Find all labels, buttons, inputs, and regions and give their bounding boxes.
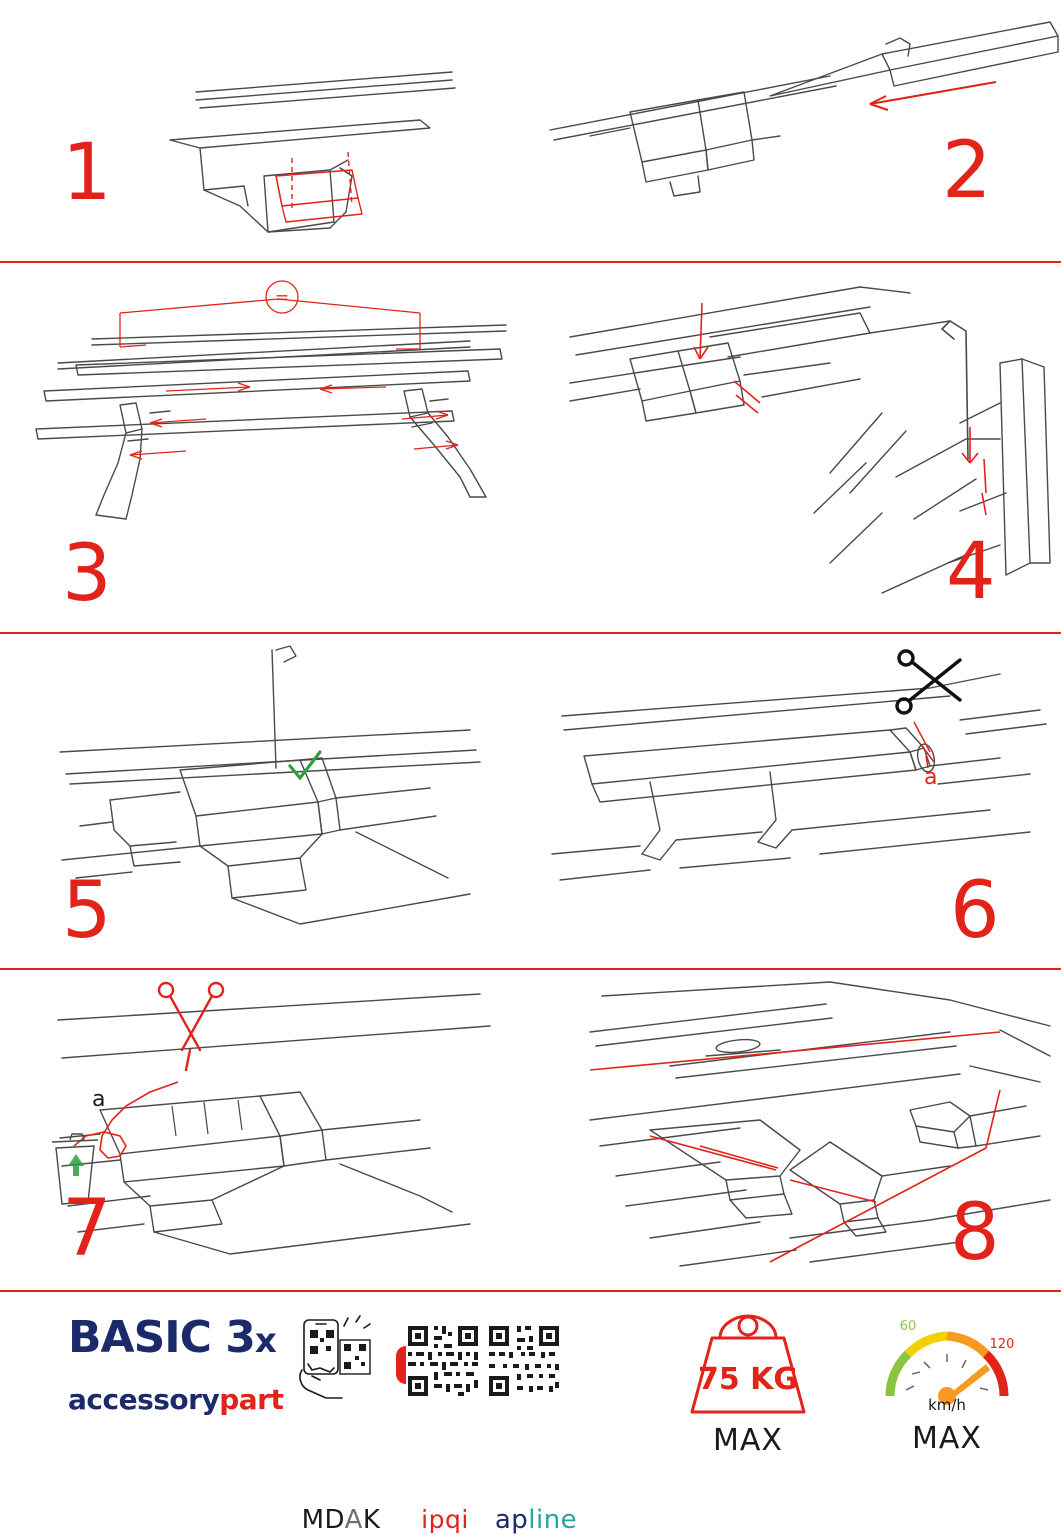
step-panel-4 bbox=[530, 263, 1061, 632]
step-panel-1 bbox=[0, 0, 530, 261]
step-panel-7 bbox=[0, 970, 530, 1290]
mark-apline-label bbox=[476, 1507, 596, 1533]
label-a-step7: a bbox=[92, 1087, 106, 1112]
step-panel-6 bbox=[530, 634, 1061, 968]
footer-bar bbox=[0, 1292, 1061, 1535]
max-weight-block bbox=[668, 1304, 828, 1458]
step-number-4: 4 bbox=[946, 527, 996, 617]
label-a-step6: a bbox=[924, 765, 938, 790]
mark-ipqi-label: ipqi bbox=[421, 1505, 469, 1534]
mark-apline bbox=[476, 1314, 596, 1533]
speed-tick-high: 120 bbox=[989, 1337, 1015, 1352]
phone-qr-scan-icon bbox=[286, 1314, 396, 1406]
mark-mdak bbox=[286, 1314, 396, 1533]
max-speed-label: MAX bbox=[912, 1421, 982, 1456]
speed-tick-low: 60 bbox=[899, 1319, 917, 1334]
brand-title-suffix: x bbox=[254, 1321, 276, 1361]
qr-code-icon-apline bbox=[481, 1314, 591, 1406]
step-number-8: 8 bbox=[950, 1188, 1000, 1278]
brand-title-text: BASIC 3 bbox=[68, 1312, 255, 1363]
step-panel-3 bbox=[0, 263, 530, 632]
step-panel-2 bbox=[530, 0, 1061, 261]
brand-subtitle bbox=[68, 1383, 308, 1416]
mdak-label-accent: A bbox=[344, 1505, 363, 1535]
step-panel-5 bbox=[0, 634, 530, 968]
step-panel-8 bbox=[530, 970, 1061, 1290]
step-number-3: 3 bbox=[62, 529, 112, 619]
max-weight-value: 75 KG bbox=[697, 1362, 799, 1397]
brand-block bbox=[68, 1312, 308, 1416]
step-number-6: 6 bbox=[950, 866, 1000, 956]
brand-subtitle-dark: accessory bbox=[68, 1383, 220, 1416]
apline-label-accent: line bbox=[528, 1505, 578, 1535]
mark-mdak-label bbox=[286, 1507, 396, 1533]
max-weight-label: MAX bbox=[713, 1423, 783, 1458]
brand-title bbox=[68, 1312, 308, 1363]
step-number-1: 1 bbox=[62, 128, 112, 218]
mdak-label-tail: K bbox=[362, 1505, 381, 1535]
mdak-label-dark: MD bbox=[301, 1505, 345, 1535]
apline-label-dark: ap bbox=[494, 1505, 529, 1535]
brand-subtitle-red: part bbox=[219, 1383, 284, 1416]
max-speed-block bbox=[862, 1304, 1032, 1456]
equal-sign-label: = bbox=[274, 288, 290, 308]
step-number-2: 2 bbox=[942, 126, 992, 216]
step-number-5: 5 bbox=[62, 866, 112, 956]
speed-unit-label: km/h bbox=[928, 1396, 966, 1414]
step-number-7: 7 bbox=[62, 1184, 112, 1274]
